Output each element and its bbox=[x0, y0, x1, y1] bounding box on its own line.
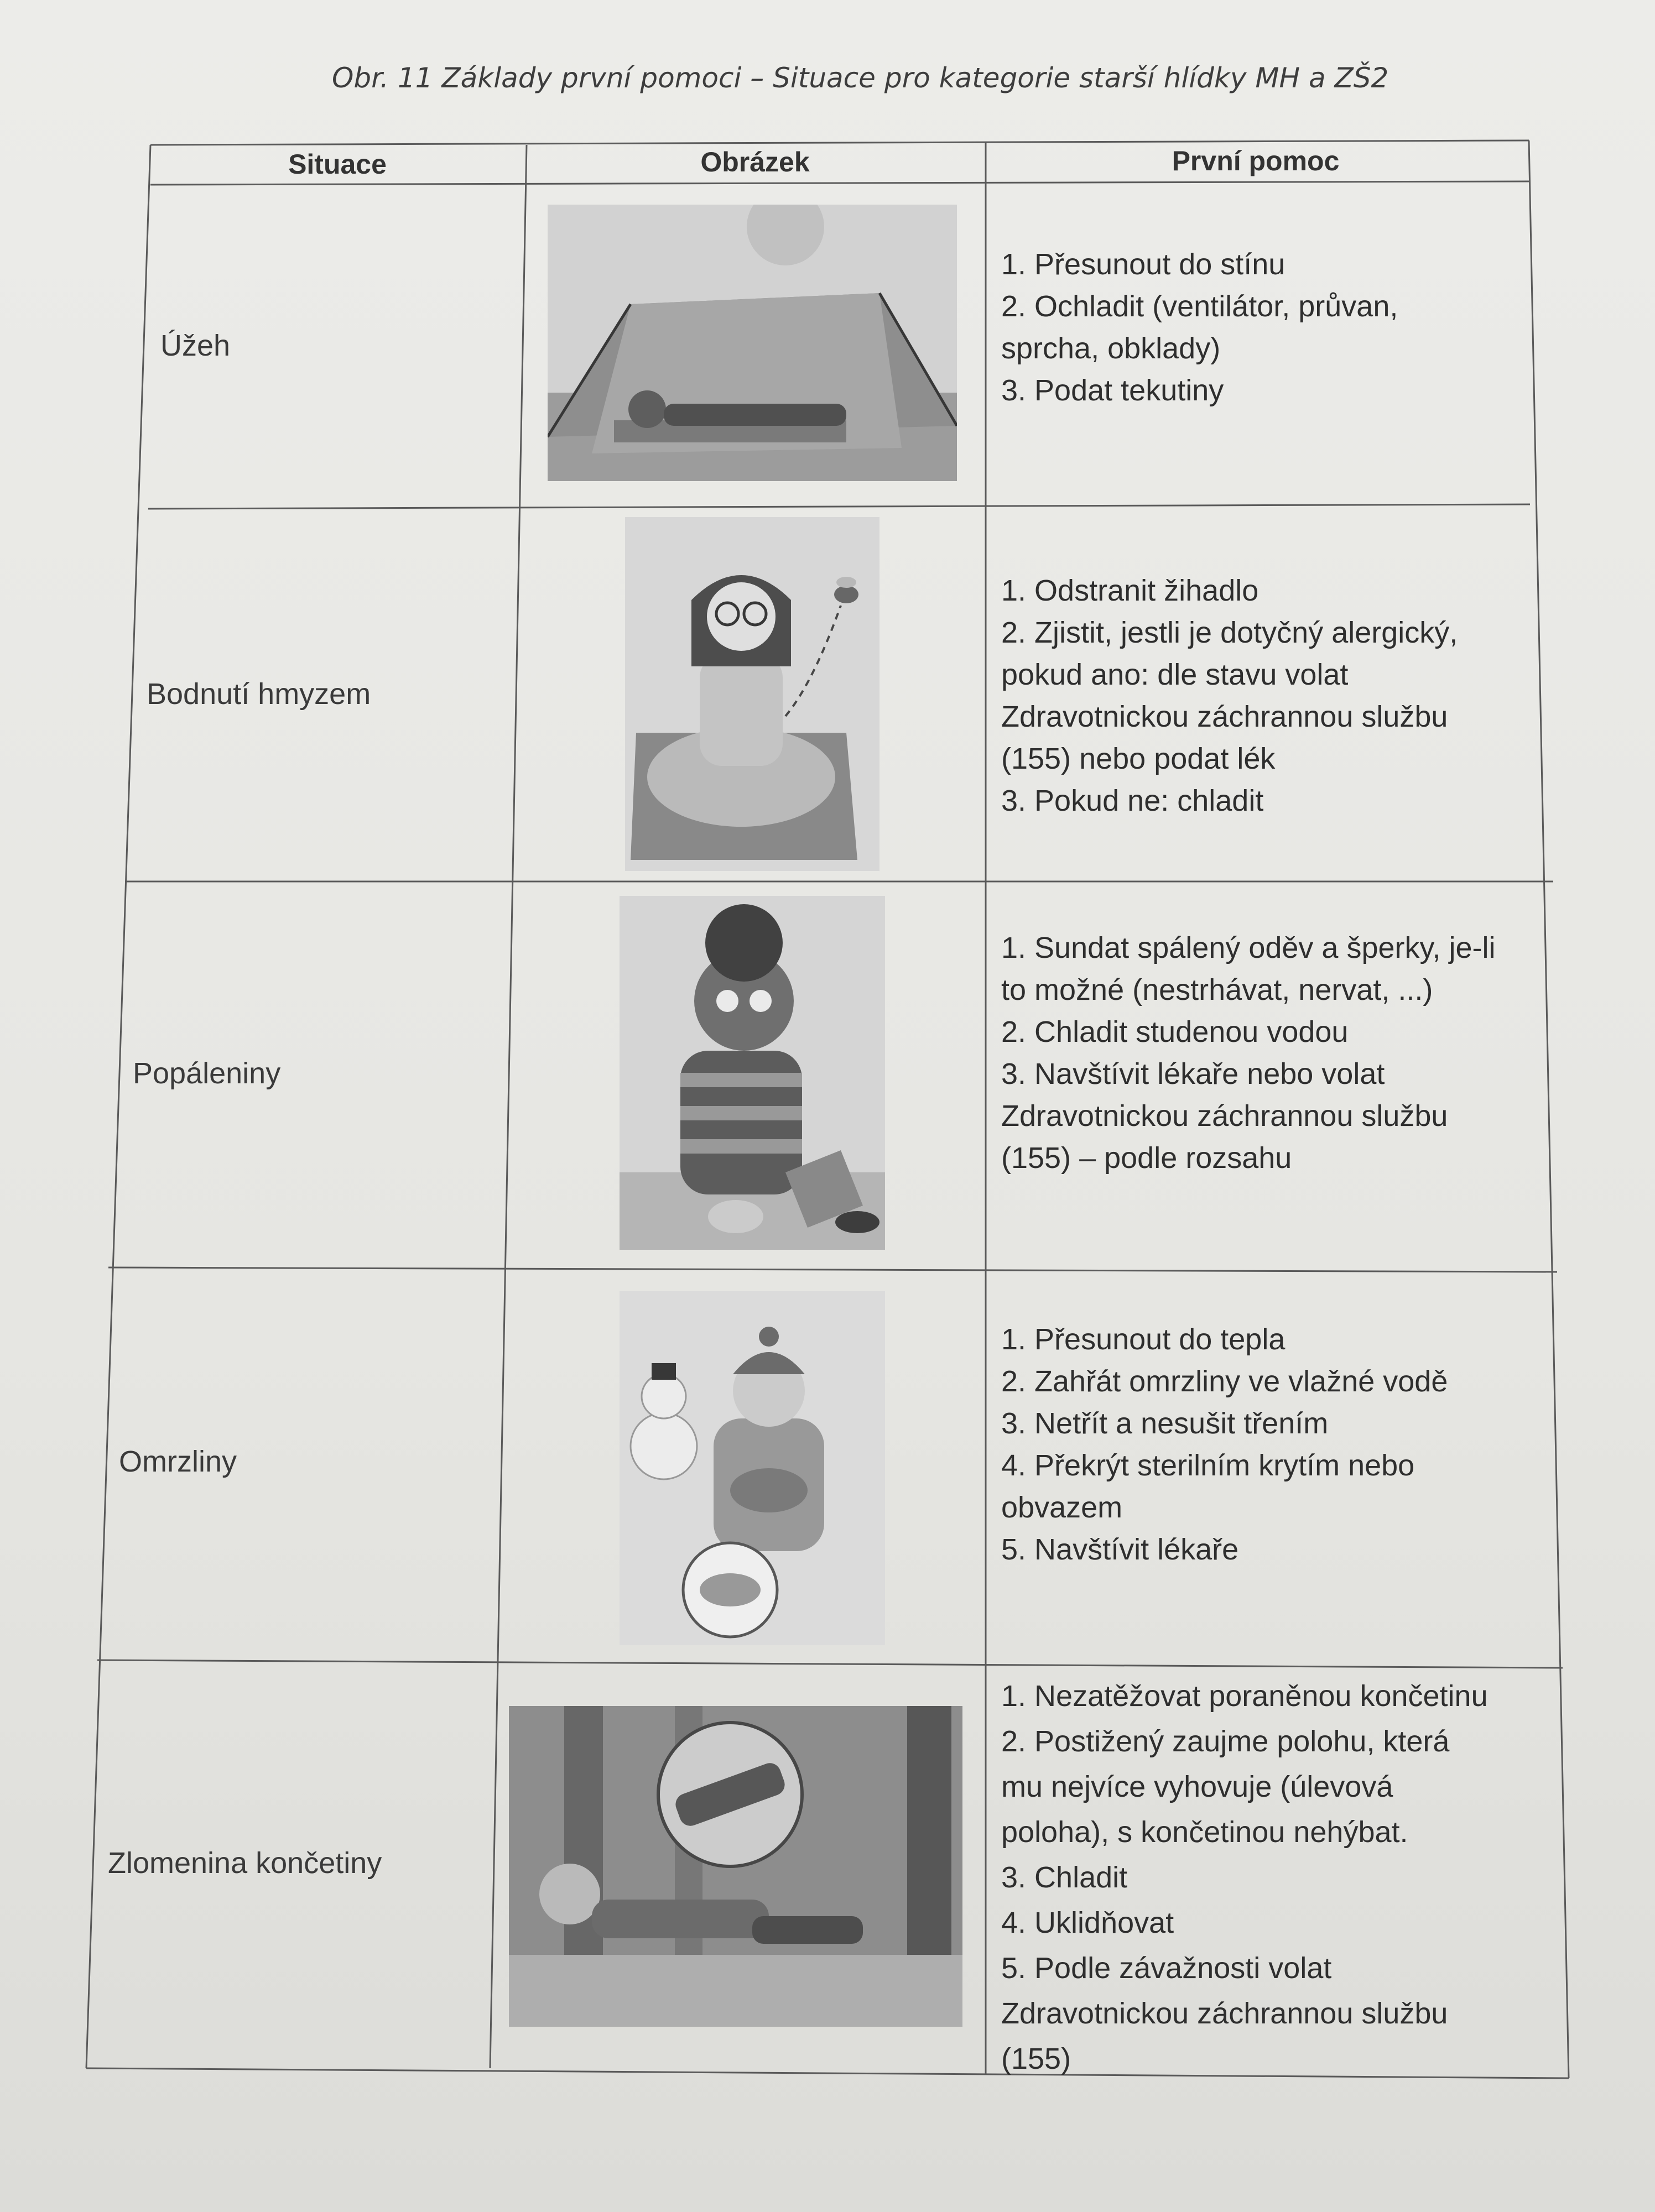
step-line: sprcha, obklady) bbox=[1001, 332, 1221, 365]
situation-label: Zlomenina končetiny bbox=[108, 1846, 382, 1880]
step-line: obvazem bbox=[1001, 1491, 1123, 1524]
step-line: (155) bbox=[1001, 2042, 1071, 2075]
step-line: (155) – podle rozsahu bbox=[1001, 1141, 1292, 1175]
header-first-aid: První pomoc bbox=[1172, 145, 1340, 176]
tent-sunstroke-icon bbox=[548, 205, 957, 481]
first-aid-steps bbox=[1001, 570, 1458, 822]
situation-label: Omrzliny bbox=[119, 1445, 237, 1478]
situation-label: Bodnutí hmyzem bbox=[147, 677, 371, 711]
step-line: 5. Podle závažnosti volat bbox=[1001, 1952, 1332, 1985]
step-line: Zdravotnickou záchrannou službu bbox=[1001, 700, 1448, 733]
step-line: (155) nebo podat lék bbox=[1001, 742, 1276, 775]
figure-caption: Obr. 11 Základy první pomoci – Situace pro kategorie starší hlídky MH a ZŠ2 bbox=[332, 62, 1389, 94]
step-line: 3. Chladit bbox=[1001, 1861, 1128, 1894]
step-line: to možné (nestrhávat, nervat, ...) bbox=[1001, 973, 1433, 1006]
broken-leg-forest-icon bbox=[509, 1706, 962, 2027]
step-line: 3. Navštívit lékaře nebo volat bbox=[1001, 1057, 1385, 1091]
step-line: Zdravotnickou záchrannou službu bbox=[1001, 1997, 1448, 2030]
frostbite-snowman-icon bbox=[620, 1291, 885, 1645]
step-line: 1. Odstranit žihadlo bbox=[1001, 574, 1259, 607]
step-line: 4. Uklidňovat bbox=[1001, 1906, 1174, 1939]
step-line: 4. Překrýt sterilním krytím nebo bbox=[1001, 1449, 1415, 1482]
step-line: mu nejvíce vyhovuje (úlevová bbox=[1001, 1770, 1393, 1803]
first-aid-steps bbox=[1001, 1673, 1488, 2081]
step-line: pokud ano: dle stavu volat bbox=[1001, 658, 1349, 691]
situation-label: Úžeh bbox=[160, 329, 231, 362]
header-situation: Situace bbox=[288, 149, 387, 180]
situation-label: Popáleniny bbox=[133, 1057, 281, 1090]
step-line: 1. Přesunout do tepla bbox=[1001, 1323, 1286, 1356]
step-line: Zdravotnickou záchrannou službu bbox=[1001, 1099, 1448, 1133]
step-line: 5. Navštívit lékaře bbox=[1001, 1533, 1239, 1566]
step-line: 1. Nezatěžovat poraněnou končetinu bbox=[1001, 1679, 1488, 1713]
first-aid-steps bbox=[1001, 927, 1496, 1179]
step-line: 1. Sundat spálený oděv a šperky, je-li bbox=[1001, 931, 1496, 964]
step-line: 1. Přesunout do stínu bbox=[1001, 248, 1286, 281]
step-line: 2. Ochladit (ventilátor, průvan, bbox=[1001, 290, 1398, 323]
first-aid-steps bbox=[1001, 243, 1398, 411]
step-line: 2. Chladit studenou vodou bbox=[1001, 1015, 1349, 1048]
first-aid-steps bbox=[1001, 1318, 1448, 1571]
step-line: 2. Zjistit, jestli je dotyčný alergický, bbox=[1001, 616, 1458, 649]
step-line: 2. Postižený zaujme polohu, která bbox=[1001, 1725, 1450, 1758]
step-line: 3. Pokud ne: chladit bbox=[1001, 784, 1264, 817]
step-line: 3. Podat tekutiny bbox=[1001, 374, 1224, 407]
step-line: 3. Netřít a nesušit třením bbox=[1001, 1407, 1329, 1440]
header-picture: Obrázek bbox=[700, 147, 810, 178]
wasp-sting-icon bbox=[625, 517, 879, 871]
step-line: 2. Zahřát omrzliny ve vlažné vodě bbox=[1001, 1365, 1448, 1398]
step-line: poloha), s končetinou nehýbat. bbox=[1001, 1815, 1408, 1849]
kettle-burn-icon bbox=[620, 896, 885, 1250]
